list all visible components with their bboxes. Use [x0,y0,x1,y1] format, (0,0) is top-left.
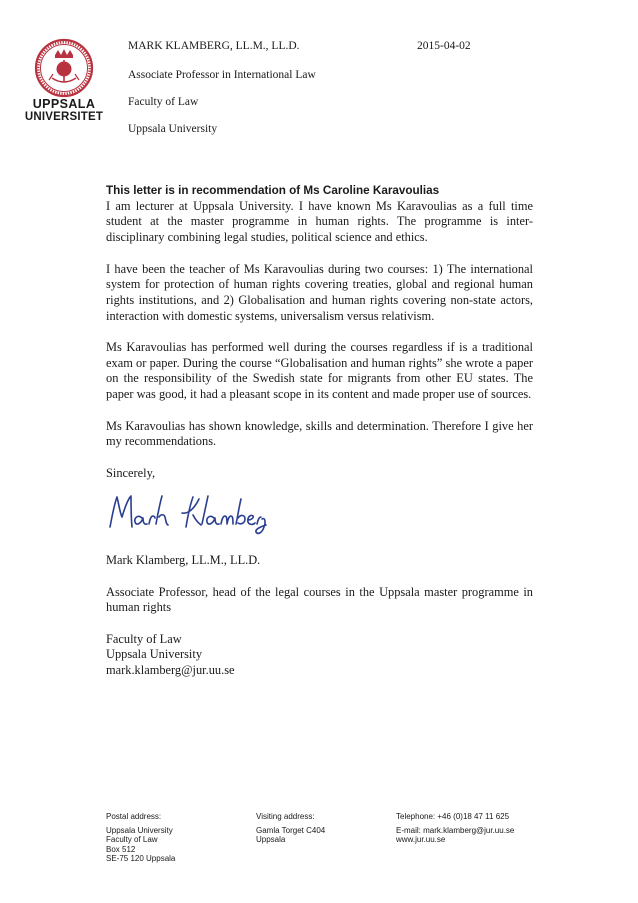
footer-postal-line: SE-75 120 Uppsala [106,854,176,864]
handwritten-signature [98,487,268,539]
footer-telephone: Telephone: +46 (0)18 47 11 625 [396,812,510,821]
footer-postal-address [106,812,175,864]
footer-visiting-address [256,812,325,845]
closing: Sincerely, [106,465,156,480]
footer-visiting-label: Visiting address: [256,812,315,821]
signer-university: Uppsala University [106,647,203,662]
paragraph-3: Ms Karavoulias has performed well during the courses regardless if is a traditional exam or paper. During the course “Globalisation and human rights” she wrote a paper on the responsibility of the Swedish state for migrants from other EU states. The paper was good, it had a pleasant scope in its content and made proper use of sources. [106,340,533,402]
signer-faculty: Faculty of Law [106,631,182,646]
author-position: Associate Professor in International Law [128,69,316,81]
author-name: MARK KLAMBERG, LL.M., LL.D. [128,40,300,52]
footer-postal-line: Box 512 [106,844,136,854]
footer-postal-line: Uppsala University [106,825,173,835]
author-faculty: Faculty of Law [128,96,199,108]
footer-contact [396,812,514,845]
footer-email: E-mail: mark.klamberg@jur.uu.se [396,825,515,835]
letter-date: 2015-04-02 [417,40,471,52]
footer-web: www.jur.uu.se [396,835,446,845]
paragraph-2: I have been the teacher of Ms Karavoulias during two courses: 1) The international system for protection of human rights covering treaties, global and regional human rights institutions, and 2) Globalisation and human rights covering non-state actors, interaction with domestic systems, universalism versus relativism. [106,261,533,323]
signer-role: Associate Professor, head of the legal courses in the Uppsala master programme in human rights [106,584,533,615]
author-university: Uppsala University [128,123,218,135]
paragraph-4: Ms Karavoulias has shown knowledge, skills and determination. Therefore I give her my recommendations. [106,418,533,449]
paragraph-1: I am lecturer at Uppsala University. I have known Ms Karavoulias as a full time student at the master programme in human rights. The programme is inter-disciplinary combining legal studies, political science and ethics. [106,198,533,245]
university-seal-icon [34,38,94,98]
footer-visiting-line: Gamla Torget C404 [256,825,326,835]
footer-postal-line: Faculty of Law [106,835,158,845]
letter-subject: This letter is in recommendation of Ms Caroline Karavoulias [106,184,440,197]
footer-postal-label: Postal address: [106,812,162,821]
signer-email: mark.klamberg@jur.uu.se [106,663,235,678]
university-logo [22,38,106,124]
letter-body [106,183,533,679]
signer-name: Mark Klamberg, LL.M., LL.D. [106,553,261,568]
footer-visiting-line: Uppsala [256,835,286,845]
logo-line-2: UNIVERSITET [24,111,104,123]
logo-line-1: UPPSALA [32,97,96,111]
